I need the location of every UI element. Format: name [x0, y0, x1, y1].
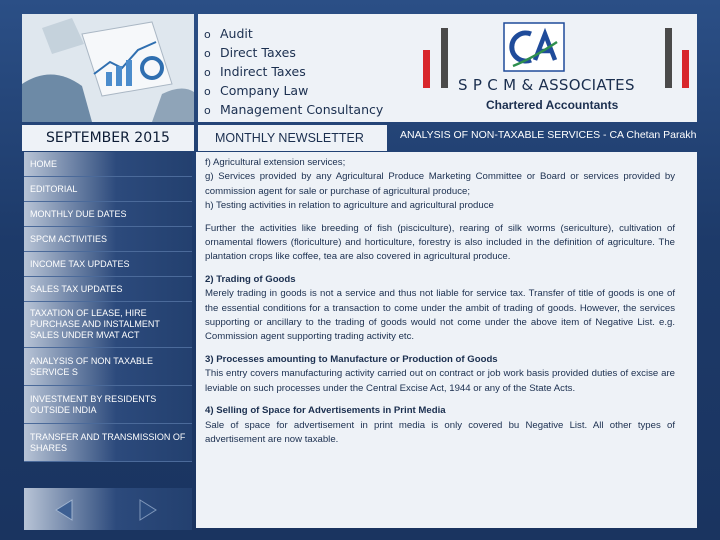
nav-taxation-of-lease[interactable]: TAXATION OF LEASE, HIRE PURCHASE AND INSTALMENT SALES UNDER MVAT ACT — [24, 302, 192, 348]
nav-monthly-due-dates[interactable]: MONTHLY DUE DATES — [24, 202, 192, 227]
nav-income-tax-updates[interactable]: INCOME TAX UPDATES — [24, 252, 192, 277]
paragraph: h) Testing activities in relation to agriculture and agricultural produce — [205, 200, 494, 212]
paragraph: g) Services provided by any Agricultural Produce Marketing Committee or Board or services provided by commission agent for sale or purchase of agricultural produce; — [205, 171, 675, 197]
ca-logo — [503, 22, 565, 74]
section-heading: 2) Trading of Goods — [205, 273, 296, 285]
nav-analysis-non-taxable[interactable]: ANALYSIS OF NON TAXABLE SERVICE S — [24, 348, 192, 386]
section-heading: 4) Selling of Space for Advertisements in Print Media — [205, 405, 446, 417]
newsletter-label: MONTHLY NEWSLETTER — [198, 125, 387, 151]
sidebar-nav — [24, 152, 192, 462]
nav-home[interactable]: HOME — [24, 152, 192, 177]
paragraph: Sale of space for advertisement in print media is only covered bu Negative List. All other types of advertisement are now taxable. — [205, 419, 675, 445]
firm-tagline: Chartered Accountants — [486, 98, 619, 112]
nav-sales-tax-updates[interactable]: SALES TAX UPDATES — [24, 277, 192, 302]
service-item: o Indirect Taxes — [204, 64, 306, 79]
pager — [24, 488, 192, 530]
nav-investment-by-residents[interactable]: INVESTMENT BY RESIDENTS OUTSIDE INDIA — [24, 386, 192, 424]
section-heading: 3) Processes amounting to Manufacture or Production of Goods — [205, 353, 498, 365]
issue-month: SEPTEMBER 2015 — [22, 125, 194, 151]
red-bar-left — [423, 50, 430, 88]
service-item: o Management Consultancy — [204, 102, 384, 117]
service-item: o Direct Taxes — [204, 45, 296, 60]
paragraph: f) Agricultural extension services; — [205, 157, 346, 168]
paragraph: This entry covers manufacturing activity carried out on contract or job work basis provided duties of excise are leviable on such processes under the Central Excise Act, 1944 or any of the State Acts. — [205, 368, 675, 394]
article-body — [196, 152, 697, 528]
paragraph: Merely trading in goods is not a service and thus not liable for service tax. Transfer of title of goods is one of the essential conditions for a transaction to come under the ambit of trading of goods. However, the services supporting or ancillary to the trading of goods would not come under the above item of Negative List. e.g. Commission agent supporting trading activity etc. — [205, 288, 675, 343]
service-item: o Audit — [204, 26, 253, 41]
nav-spcm-activities[interactable]: SPCM ACTIVITIES — [24, 227, 192, 252]
services-list — [198, 14, 403, 122]
nav-transfer-of-shares[interactable]: TRANSFER AND TRANSMISSION OF SHARES — [24, 424, 192, 462]
nav-editorial[interactable]: EDITORIAL — [24, 177, 192, 202]
gray-bar-left — [441, 28, 448, 88]
firm-name: S P C M & ASSOCIATES — [458, 76, 635, 94]
article-title: ANALYSIS OF NON-TAXABLE SERVICES - CA Chetan Parakh — [400, 129, 697, 141]
paragraph: Further the activities like breeding of fish (pisciculture), rearing of silk worms (sericulture), cultivation of ornamental flowers (floriculture) and horticulture, forestry is also included in the definition of agriculture. The plantation crops like coffee, tea are also covered in agricultural produce. — [205, 222, 675, 263]
business-photo — [22, 14, 194, 122]
arrow-left-icon[interactable] — [52, 498, 76, 527]
arrow-right-icon[interactable] — [136, 498, 160, 527]
service-item: o Company Law — [204, 83, 309, 98]
